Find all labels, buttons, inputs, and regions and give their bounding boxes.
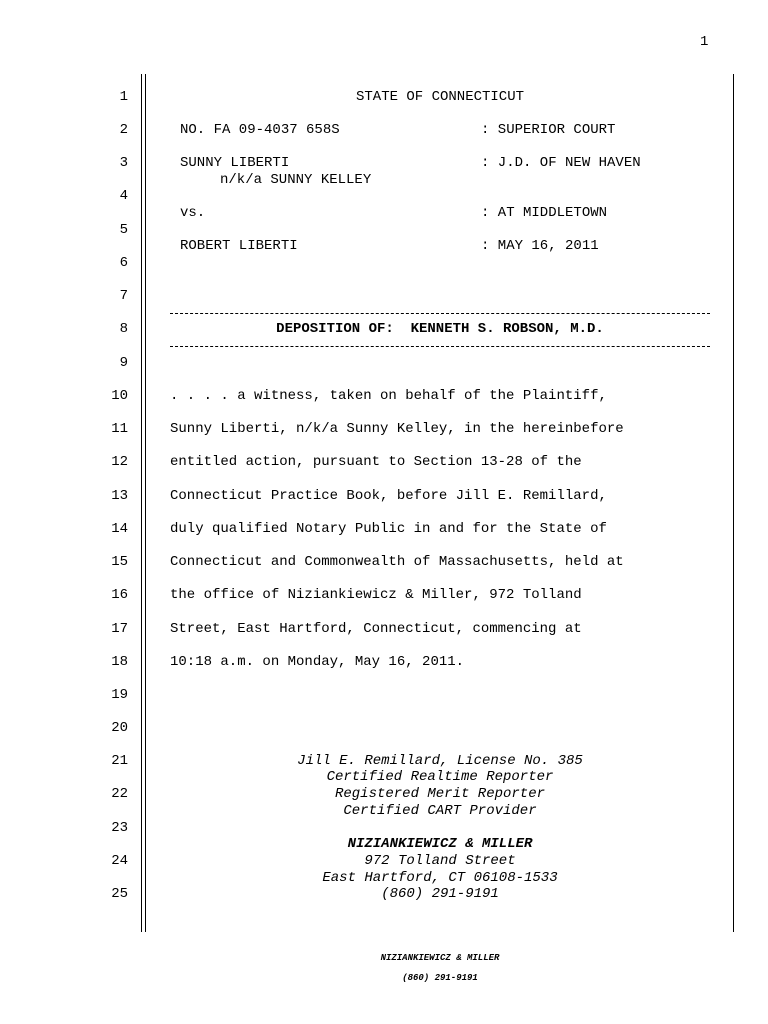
right-margin-rule [733,74,734,932]
footer-firm: NIZIANKIEWICZ & MILLER [380,953,500,963]
reporter-cert: Certified CART Provider [343,803,537,819]
body-line: duly qualified Notary Public in and for the State of [170,521,607,537]
left-margin-rule [145,74,146,932]
caption-plaintiff: SUNNY LIBERTI [180,155,290,171]
caption-location: : AT MIDDLETOWN [481,205,608,221]
line-number: 10 [111,388,128,404]
line-number: 14 [111,521,128,537]
line-number: 1 [119,89,128,105]
body-line: Connecticut Practice Book, before Jill E. Remillard, [170,488,607,504]
line-number: 7 [119,288,128,304]
body-line: . . . . a witness, taken on behalf of the Plaintiff, [170,388,607,404]
line-number: 25 [111,886,128,902]
reporter-phone: (860) 291-9191 [381,886,499,902]
page-number: 1 [700,34,709,50]
reporter-street: 972 Tolland Street [364,853,516,869]
line-number: 17 [111,621,128,637]
line-number: 21 [111,753,128,769]
line-number: 8 [119,321,128,337]
reporter-name-license: Jill E. Remillard, License No. 385 [297,753,583,769]
divider [170,313,710,314]
line-number: 23 [111,820,128,836]
left-margin-rule [141,74,142,932]
caption-state: STATE OF CONNECTICUT [355,89,525,105]
line-number: 19 [111,687,128,703]
caption-defendant: ROBERT LIBERTI [180,238,298,254]
line-number: 20 [111,720,128,736]
line-number: 16 [111,587,128,603]
body-line: entitled action, pursuant to Section 13-28 of the [170,454,582,470]
caption-plaintiff-aka: n/k/a SUNNY KELLEY [220,172,372,188]
body-line: Sunny Liberti, n/k/a Sunny Kelley, in the hereinbefore [170,421,624,437]
line-number: 9 [119,355,128,371]
caption-versus: vs. [180,205,206,221]
deposition-heading: DEPOSITION OF: KENNETH S. ROBSON, M.D. [276,321,604,337]
line-number: 22 [111,786,128,802]
line-number: 3 [119,155,128,171]
line-number: 2 [119,122,128,138]
line-number: 15 [111,554,128,570]
line-number: 11 [111,421,128,437]
caption-date: : MAY 16, 2011 [481,238,599,254]
caption-docket-no: NO. FA 09-4037 658S [180,122,340,138]
line-number: 18 [111,654,128,670]
body-line: Street, East Hartford, Connecticut, commencing at [170,621,582,637]
line-number: 5 [119,222,128,238]
body-line: Connecticut and Commonwealth of Massachusetts, held at [170,554,624,570]
reporter-firm: NIZIANKIEWICZ & MILLER [347,836,533,852]
divider [170,346,710,347]
reporter-cert: Registered Merit Reporter [334,786,546,802]
line-number: 24 [111,853,128,869]
reporter-cert: Certified Realtime Reporter [326,769,554,785]
caption-court: : SUPERIOR COURT [481,122,616,138]
line-number: 12 [111,454,128,470]
caption-jd: : J.D. OF NEW HAVEN [481,155,641,171]
line-number: 6 [119,255,128,271]
reporter-city: East Hartford, CT 06108-1533 [322,870,558,886]
line-number: 4 [119,188,128,204]
body-line: the office of Niziankiewicz & Miller, 972 Tolland [170,587,582,603]
footer-phone: (860) 291-9191 [402,973,478,983]
body-line: 10:18 a.m. on Monday, May 16, 2011. [170,654,465,670]
line-number: 13 [111,488,128,504]
